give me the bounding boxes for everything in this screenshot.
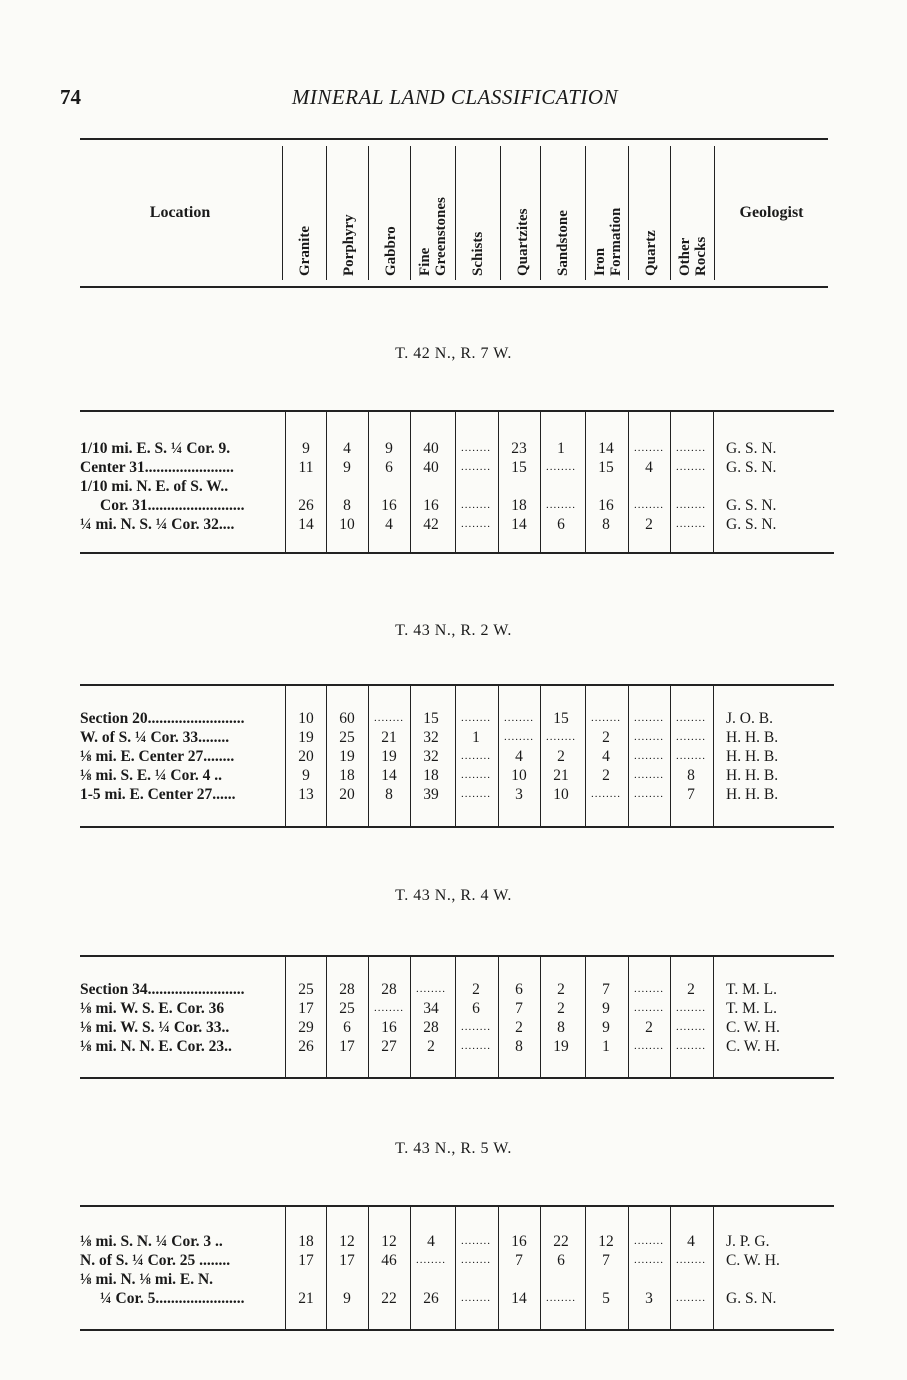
- value-cell: 2: [645, 1019, 653, 1036]
- table-row: [80, 459, 834, 478]
- column-header-label: Fine Greenstones: [416, 197, 449, 276]
- value-cell: 32: [423, 729, 439, 746]
- location-cell: ⅛ mi. W. S. ¼ Cor. 33..: [80, 1019, 230, 1036]
- value-cell: 21: [298, 1290, 314, 1307]
- value-cell: ........: [591, 712, 621, 724]
- value-cell: 25: [298, 981, 314, 998]
- value-cell: 18: [511, 497, 527, 514]
- value-cell: 18: [423, 767, 439, 784]
- value-cell: 8: [343, 497, 351, 514]
- value-cell: ........: [461, 442, 491, 454]
- value-cell: 14: [598, 440, 614, 457]
- table-row: [80, 1271, 834, 1290]
- value-cell: 3: [515, 786, 523, 803]
- value-cell: ........: [374, 712, 404, 724]
- value-cell: ........: [461, 1040, 491, 1052]
- value-cell: 2: [557, 1000, 565, 1017]
- value-cell: ........: [461, 712, 491, 724]
- value-cell: 10: [511, 767, 527, 784]
- location-cell: W. of S. ¼ Cor. 33........: [80, 729, 230, 746]
- value-cell: ........: [461, 750, 491, 762]
- location-cell: Section 20.........................: [80, 710, 245, 727]
- page-header: [60, 85, 850, 115]
- value-cell: ........: [416, 1254, 446, 1266]
- data-table: [80, 410, 834, 554]
- location-cell: N. of S. ¼ Cor. 25 ........: [80, 1252, 231, 1269]
- value-cell: ........: [676, 1254, 706, 1266]
- value-cell: 2: [557, 981, 565, 998]
- value-cell: ........: [676, 518, 706, 530]
- table-row: [80, 1000, 834, 1019]
- value-cell: 13: [298, 786, 314, 803]
- column-header-label: Quartzites: [514, 208, 531, 276]
- value-cell: 26: [423, 1290, 439, 1307]
- value-cell: 12: [381, 1233, 397, 1250]
- value-cell: 19: [553, 1038, 569, 1055]
- value-cell: 9: [343, 1290, 351, 1307]
- value-cell: 17: [298, 1252, 314, 1269]
- value-cell: 7: [515, 1252, 523, 1269]
- location-cell: ⅛ mi. N. ⅛ mi. E. N.: [80, 1271, 214, 1288]
- value-cell: 9: [602, 1019, 610, 1036]
- value-cell: ........: [676, 750, 706, 762]
- value-cell: 16: [381, 1019, 397, 1036]
- column-header-gabbro: [368, 146, 412, 280]
- location-cell: 1/10 mi. E. S. ¼ Cor. 9.: [80, 440, 231, 457]
- value-cell: 16: [598, 497, 614, 514]
- value-cell: 10: [553, 786, 569, 803]
- value-cell: 46: [381, 1252, 397, 1269]
- value-cell: 6: [515, 981, 523, 998]
- value-cell: 6: [343, 1019, 351, 1036]
- value-cell: 9: [602, 1000, 610, 1017]
- geologist-cell: C. W. H.: [726, 1019, 780, 1036]
- value-cell: 4: [687, 1233, 695, 1250]
- value-cell: ........: [634, 731, 664, 743]
- value-cell: 28: [381, 981, 397, 998]
- value-cell: 4: [602, 748, 610, 765]
- section-title: T. 43 N., R. 4 W.: [395, 887, 512, 904]
- location-cell: ⅛ mi. S. N. ¼ Cor. 3 ..: [80, 1233, 223, 1250]
- column-header-sandstone: [540, 146, 584, 280]
- value-cell: 2: [427, 1038, 435, 1055]
- value-cell: 17: [339, 1252, 355, 1269]
- table-row: [80, 1233, 834, 1252]
- value-cell: 19: [381, 748, 397, 765]
- column-header-label: Sandstone: [554, 210, 571, 276]
- column-header-schists: [455, 146, 499, 280]
- value-cell: 17: [339, 1038, 355, 1055]
- value-cell: 11: [298, 459, 314, 476]
- geologist-cell: H. H. B.: [726, 729, 779, 746]
- value-cell: ........: [634, 1002, 664, 1014]
- geologist-cell: G. S. N.: [726, 516, 777, 533]
- table-row: [80, 710, 834, 729]
- column-header-label: Gabbro: [382, 226, 399, 276]
- value-cell: 27: [381, 1038, 397, 1055]
- location-cell: ¼ Cor. 5.......................: [100, 1290, 245, 1307]
- value-cell: 22: [381, 1290, 397, 1307]
- geologist-cell: C. W. H.: [726, 1038, 780, 1055]
- section-title: T. 43 N., R. 2 W.: [395, 622, 512, 639]
- value-cell: ........: [634, 1235, 664, 1247]
- geologist-cell: G. S. N.: [726, 497, 777, 514]
- location-cell: ¼ mi. N. S. ¼ Cor. 32....: [80, 516, 235, 533]
- value-cell: 10: [339, 516, 355, 533]
- value-cell: 14: [298, 516, 314, 533]
- value-cell: 8: [687, 767, 695, 784]
- value-cell: 12: [339, 1233, 355, 1250]
- value-cell: 60: [339, 710, 355, 727]
- value-cell: 2: [645, 516, 653, 533]
- value-cell: 2: [515, 1019, 523, 1036]
- location-cell: Center 31.......................: [80, 459, 234, 476]
- table-row: [80, 767, 834, 786]
- column-header-label: Other Rocks: [676, 236, 709, 276]
- value-cell: 19: [298, 729, 314, 746]
- column-header-label: Quartz: [642, 230, 659, 276]
- value-cell: 20: [298, 748, 314, 765]
- value-cell: 14: [381, 767, 397, 784]
- value-cell: 2: [687, 981, 695, 998]
- value-cell: ........: [546, 499, 576, 511]
- column-header-label: Porphyry: [340, 214, 357, 276]
- value-cell: 15: [423, 710, 439, 727]
- value-cell: ........: [676, 1002, 706, 1014]
- table-row: [80, 1252, 834, 1271]
- value-cell: ........: [676, 712, 706, 724]
- running-title: MINERAL LAND CLASSIFICATION: [291, 85, 619, 109]
- geologist-cell: J. P. G.: [726, 1233, 770, 1250]
- value-cell: 5: [602, 1290, 610, 1307]
- data-table: [80, 955, 834, 1079]
- table-row: [80, 1290, 834, 1309]
- value-cell: 22: [553, 1233, 569, 1250]
- value-cell: 16: [511, 1233, 527, 1250]
- location-cell: ⅛ mi. E. Center 27........: [80, 748, 235, 765]
- geologist-cell: T. M. L.: [726, 981, 777, 998]
- column-header-iron-formation: [585, 146, 629, 280]
- value-cell: 25: [339, 729, 355, 746]
- geologist-cell: H. H. B.: [726, 748, 779, 765]
- value-cell: 9: [302, 440, 310, 457]
- geologist-cell: G. S. N.: [726, 440, 777, 457]
- value-cell: 4: [427, 1233, 435, 1250]
- location-cell: 1-5 mi. E. Center 27......: [80, 786, 236, 803]
- value-cell: ........: [461, 1292, 491, 1304]
- value-cell: 9: [343, 459, 351, 476]
- value-cell: 6: [472, 1000, 480, 1017]
- geologist-cell: G. S. N.: [726, 459, 777, 476]
- table-row: [80, 497, 834, 516]
- column-header-label: Schists: [469, 231, 486, 276]
- table-row: [80, 786, 834, 805]
- value-cell: 12: [598, 1233, 614, 1250]
- value-cell: 17: [298, 1000, 314, 1017]
- table-row: [80, 478, 834, 497]
- value-cell: ........: [461, 788, 491, 800]
- location-cell: ⅛ mi. S. E. ¼ Cor. 4 ..: [80, 767, 222, 784]
- value-cell: 6: [557, 1252, 565, 1269]
- column-header-quartzites: [500, 146, 544, 280]
- value-cell: 4: [645, 459, 653, 476]
- value-cell: 15: [598, 459, 614, 476]
- value-cell: 9: [302, 767, 310, 784]
- value-cell: ........: [676, 1021, 706, 1033]
- value-cell: ........: [634, 788, 664, 800]
- value-cell: 7: [687, 786, 695, 803]
- value-cell: 16: [423, 497, 439, 514]
- value-cell: 6: [385, 459, 393, 476]
- location-column-header: Location: [149, 204, 211, 221]
- section-title: T. 43 N., R. 5 W.: [395, 1140, 512, 1157]
- geologist-cell: H. H. B.: [726, 786, 779, 803]
- value-cell: 2: [602, 767, 610, 784]
- location-cell: 1/10 mi. N. E. of S. W..: [80, 478, 229, 495]
- geologist-column-header: Geologist: [739, 204, 804, 221]
- value-cell: 1: [557, 440, 565, 457]
- geologist-cell: H. H. B.: [726, 767, 779, 784]
- value-cell: 21: [553, 767, 569, 784]
- value-cell: ........: [634, 750, 664, 762]
- geologist-cell: G. S. N.: [726, 1290, 777, 1307]
- value-cell: ........: [676, 731, 706, 743]
- geologist-cell: T. M. L.: [726, 1000, 777, 1017]
- value-cell: ........: [546, 461, 576, 473]
- value-cell: ........: [591, 788, 621, 800]
- table-row: [80, 748, 834, 767]
- value-cell: ........: [634, 499, 664, 511]
- data-table: [80, 684, 834, 828]
- value-cell: 18: [339, 767, 355, 784]
- value-cell: 34: [423, 1000, 439, 1017]
- value-cell: ........: [634, 1040, 664, 1052]
- table-row: [80, 981, 834, 1000]
- value-cell: 8: [385, 786, 393, 803]
- value-cell: 20: [339, 786, 355, 803]
- column-header-quartz: [628, 146, 672, 280]
- value-cell: ........: [634, 769, 664, 781]
- column-header-fine-greenstones: [410, 146, 454, 280]
- value-cell: 7: [602, 1252, 610, 1269]
- value-cell: ........: [676, 1292, 706, 1304]
- value-cell: 15: [553, 710, 569, 727]
- value-cell: 32: [423, 748, 439, 765]
- value-cell: 8: [557, 1019, 565, 1036]
- value-cell: 29: [298, 1019, 314, 1036]
- value-cell: 40: [423, 459, 439, 476]
- value-cell: 1: [472, 729, 480, 746]
- value-cell: 4: [385, 516, 393, 533]
- value-cell: ........: [461, 1254, 491, 1266]
- value-cell: ........: [634, 712, 664, 724]
- value-cell: 4: [343, 440, 351, 457]
- table-row: [80, 516, 834, 535]
- value-cell: ........: [546, 731, 576, 743]
- value-cell: ........: [461, 769, 491, 781]
- location-cell: Section 34.........................: [80, 981, 245, 998]
- value-cell: 3: [645, 1290, 653, 1307]
- value-cell: 4: [515, 748, 523, 765]
- value-cell: ........: [504, 731, 534, 743]
- value-cell: 8: [602, 516, 610, 533]
- value-cell: ........: [374, 1002, 404, 1014]
- column-header-label: Iron Formation: [591, 207, 624, 276]
- value-cell: 42: [423, 516, 439, 533]
- value-cell: 14: [511, 516, 527, 533]
- value-cell: ........: [676, 442, 706, 454]
- value-cell: 15: [511, 459, 527, 476]
- geologist-cell: C. W. H.: [726, 1252, 780, 1269]
- value-cell: 2: [472, 981, 480, 998]
- value-cell: 26: [298, 497, 314, 514]
- value-cell: ........: [676, 461, 706, 473]
- value-cell: 9: [385, 440, 393, 457]
- value-cell: 10: [298, 710, 314, 727]
- value-cell: 40: [423, 440, 439, 457]
- column-header-label: Granite: [296, 226, 313, 276]
- table-row: [80, 729, 834, 748]
- value-cell: 28: [423, 1019, 439, 1036]
- value-cell: 1: [602, 1038, 610, 1055]
- value-cell: 16: [381, 497, 397, 514]
- value-cell: ........: [546, 1292, 576, 1304]
- data-table: [80, 1205, 834, 1331]
- value-cell: 25: [339, 1000, 355, 1017]
- section-title: T. 42 N., R. 7 W.: [395, 345, 512, 362]
- value-cell: 19: [339, 748, 355, 765]
- value-cell: 2: [557, 748, 565, 765]
- value-cell: 8: [515, 1038, 523, 1055]
- value-cell: ........: [634, 983, 664, 995]
- value-cell: 14: [511, 1290, 527, 1307]
- value-cell: 26: [298, 1038, 314, 1055]
- geologist-cell: J. O. B.: [726, 710, 773, 727]
- location-cell: ⅛ mi. N. N. E. Cor. 23..: [80, 1038, 232, 1055]
- value-cell: 23: [511, 440, 527, 457]
- location-cell: ⅛ mi. W. S. E. Cor. 36: [80, 1000, 225, 1017]
- value-cell: 18: [298, 1233, 314, 1250]
- value-cell: 28: [339, 981, 355, 998]
- value-cell: 21: [381, 729, 397, 746]
- value-cell: ........: [504, 712, 534, 724]
- value-cell: ........: [676, 499, 706, 511]
- table-row: [80, 1038, 834, 1057]
- value-cell: ........: [461, 518, 491, 530]
- value-cell: ........: [461, 1235, 491, 1247]
- location-cell: Cor. 31.........................: [100, 497, 245, 514]
- page-number: 74: [60, 85, 81, 109]
- value-cell: ........: [461, 461, 491, 473]
- value-cell: 2: [602, 729, 610, 746]
- value-cell: 6: [557, 516, 565, 533]
- value-cell: 7: [602, 981, 610, 998]
- column-header-granite: [282, 146, 326, 280]
- value-cell: ........: [634, 1254, 664, 1266]
- value-cell: ........: [461, 499, 491, 511]
- value-cell: 7: [515, 1000, 523, 1017]
- value-cell: ........: [634, 442, 664, 454]
- column-header-other-rocks: [670, 146, 715, 280]
- value-cell: ........: [461, 1021, 491, 1033]
- column-header-porphyry: [326, 146, 370, 280]
- value-cell: 39: [423, 786, 439, 803]
- column-header-table: [80, 138, 828, 288]
- table-row: [80, 440, 834, 459]
- table-row: [80, 1019, 834, 1038]
- value-cell: ........: [416, 983, 446, 995]
- value-cell: ........: [676, 1040, 706, 1052]
